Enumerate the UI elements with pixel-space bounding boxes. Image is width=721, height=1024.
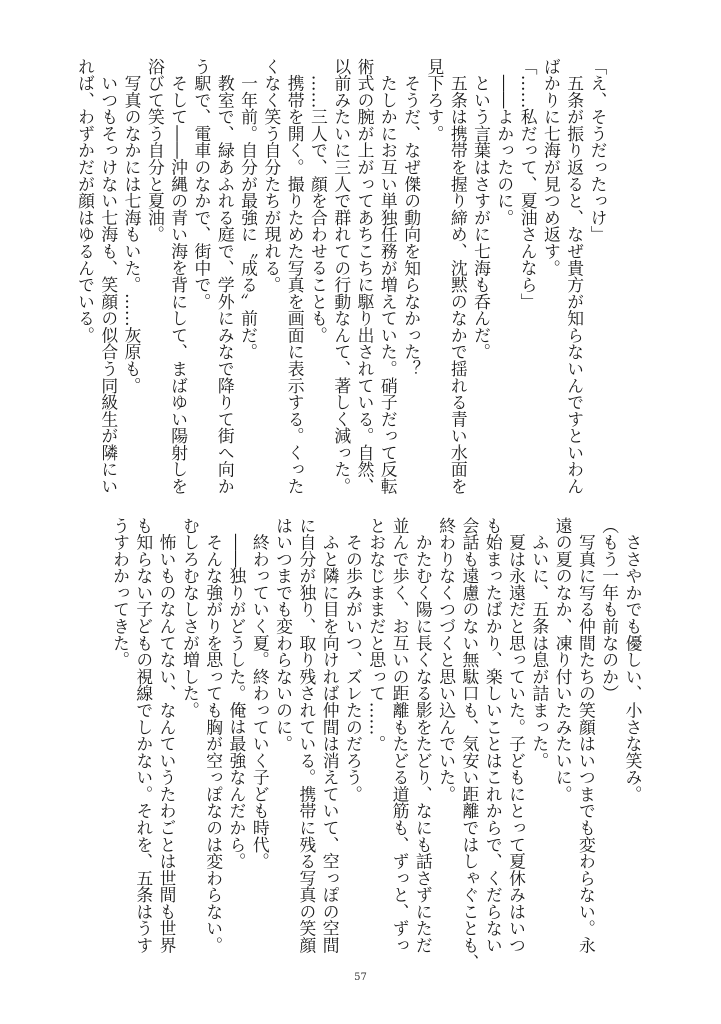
text-line: 会話も遠慮のない無駄口も、気安い距離ではしゃぐことも、 [459,517,480,971]
text-line: 浴びて笑う自分と夏油。 [145,58,166,243]
text-line: も知らない子どもの視線でしかない。それを、五条はうす [133,517,154,954]
text-line: 教室で、緑あふれる庭で、学外にみなで降りて街へ向か [215,58,236,495]
text-line: 夏は永遠だと思っていた。子どもにとって夏休みはいつ [506,517,527,954]
text-line: いつもそっけない七海も、笑顔の似合う同級生が隣にい [98,58,119,495]
text-line: という言葉はさすがに七海も呑んだ。 [471,58,492,361]
text-line: 「え、そうだったっけ」 [588,58,608,243]
text-line: そして――沖縄の青い海を背にして、まばゆい陽射しを [168,58,189,495]
text-line: も始まったばかり、楽しいことはこれからで、くだらない [483,517,504,954]
text-line: むしろむなしさが増した。 [180,517,201,719]
text-line: ふと隣に目を向ければ仲間は消えていて、空っぽの空間 [320,517,341,954]
text-line: 終わっていく夏。終わっていく子ども時代。 [250,517,271,870]
text-line: 写真のなかには七海もいた。……灰原も。 [122,58,143,394]
text-line: ふいに、五条は息が詰まった。 [529,517,550,769]
text-line: に自分が独り、取り残されている。携帯に残る写真の笑顔 [296,517,317,954]
text-line: （もう一年も前なのか） [599,517,620,702]
text-line: たしかにお互い単独任務が増えていた。硝子だって反転 [378,58,399,495]
text-line: 五条は携帯を握り締め、沈黙のなかで揺れる青い水面を [448,58,469,495]
text-line: う駅で、電車のなかで、街中で。 [191,58,212,310]
text-line: 術式の腕が上がってあちこちに駆り出されている。自然、 [355,58,376,495]
text-line: ばかりに七海が見つめ返す。 [541,58,562,277]
text-block-lower [108,517,644,971]
text-line: 以前みたいに三人で群れての行動なんて、著しく減った。 [331,58,352,495]
text-line: うすわかってきた。 [110,517,131,669]
text-line: ――独りがどうした。俺は最強なんだから。 [226,517,247,870]
text-line: そうだ、なぜ傑の動向を知らなかった？ [401,58,422,378]
text-line: とおなじままだと思って……。 [366,517,387,753]
text-line: そんな強がりを思っても胸が空っぽなのは変わらない。 [203,517,224,954]
text-line: はいつまでも変わらないのに。 [273,517,294,753]
text-line: 並んで歩く、お互いの距離もたどる道筋も、ずっと、ずっ [390,517,411,954]
text-line: その歩みがいつ、ズレたのだろう。 [343,517,364,803]
text-block-upper [73,58,609,498]
text-line: れば、わずかだが顔はゆるんでいる。 [75,58,96,344]
text-line: 終わりなくつづくと思い込んでいた。 [436,517,457,803]
text-line: ……三人で、顔を合わせることも。 [308,58,329,344]
text-line: 遠の夏のなか、凍り付いたみたいに。 [553,517,574,803]
text-line: ささやかでも優しい、小さな笑み。 [623,517,643,803]
text-line: 怖いものなんてない、なんていうたわごとは世間も世界 [157,517,178,954]
text-line: 携帯を開く。撮りためた写真を画面に表示する。くった [285,58,306,495]
text-line: 「……私だって、夏油さんなら」 [518,58,539,310]
text-line: ――よかったのに。 [494,58,515,226]
text-line: 写真に写る仲間たちの笑顔はいつまでも変わらない。永 [576,517,597,954]
text-line: かたむく陽に長くなる影をたどり、なにも話さずにただ [413,517,434,954]
page-number: 57 [354,972,367,983]
text-line: 五条が振り返ると、なぜ貴方が知らないんですといわん [564,58,585,495]
text-line: 見下ろす。 [424,58,445,142]
text-line: 一年前。自分が最強に〝成る〟前だ。 [238,58,259,361]
text-line: くなく笑う自分たちが現れる。 [261,58,282,294]
